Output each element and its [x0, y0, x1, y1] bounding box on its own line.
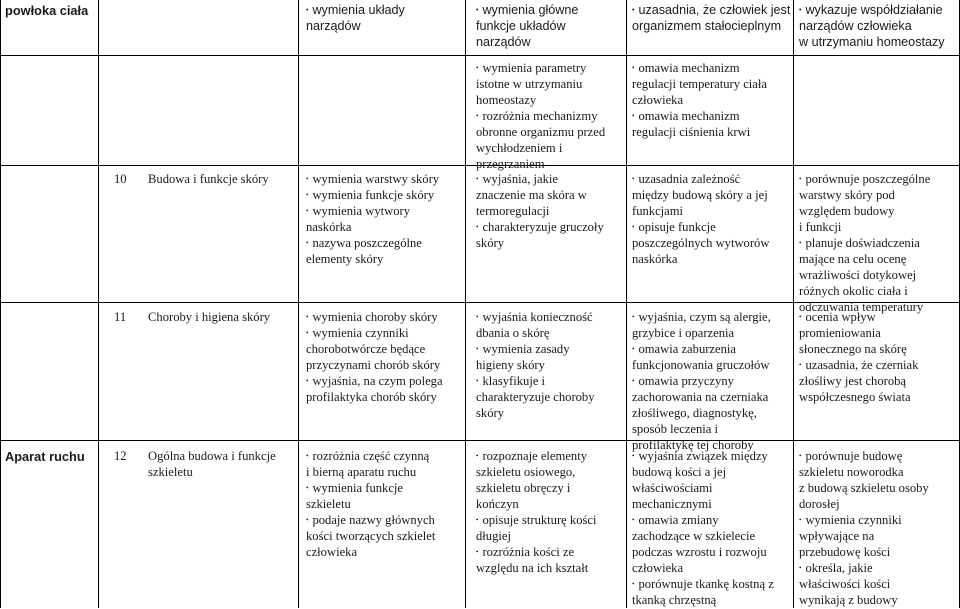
- row-divider-11: [0, 440, 960, 441]
- col-divider-2: [98, 0, 99, 608]
- row-divider-header: [0, 55, 960, 56]
- col-divider-6: [793, 0, 794, 608]
- col-divider-4: [465, 0, 466, 608]
- col-divider-3: [298, 0, 299, 608]
- col-divider-1: [0, 0, 1, 608]
- col-divider-5: [626, 0, 627, 608]
